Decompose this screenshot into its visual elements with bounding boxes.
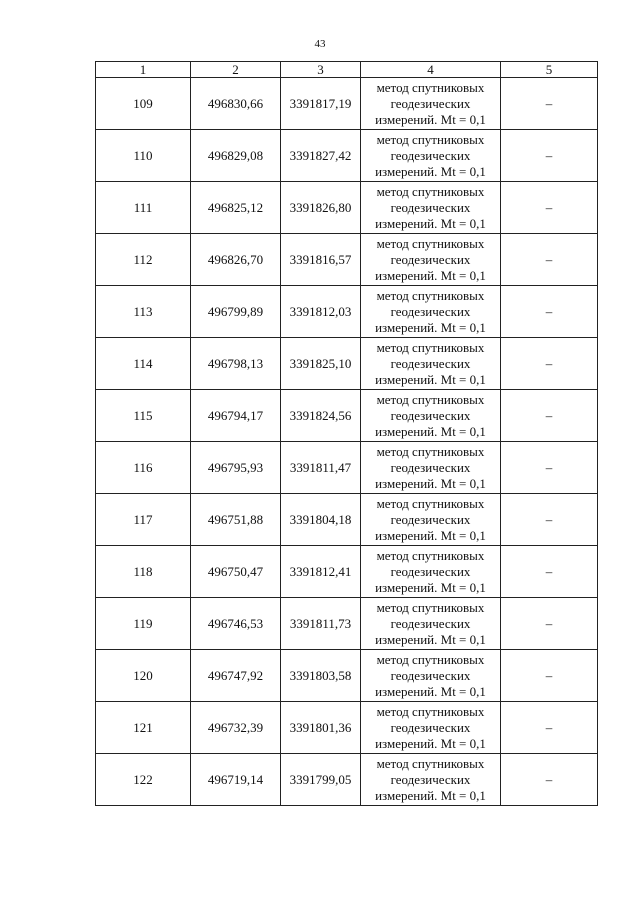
method-line: геодезических (390, 563, 471, 579)
x-coordinate-cell: 496829,08 (191, 130, 281, 182)
method-line: геодезических (390, 459, 471, 475)
note-cell: – (501, 598, 598, 650)
method-cell (361, 78, 501, 130)
method-line: метод спутниковых (376, 391, 485, 407)
y-coordinate-cell: 3391826,80 (281, 182, 361, 234)
point-number-cell: 114 (96, 338, 191, 390)
method-line: геодезических (390, 95, 471, 111)
y-coordinate-cell: 3391811,73 (281, 598, 361, 650)
table-row (96, 390, 598, 442)
method-line: геодезических (390, 511, 471, 527)
method-line: измерений. Mt = 0,1 (375, 319, 486, 335)
table-row (96, 130, 598, 182)
x-coordinate-cell: 496799,89 (191, 286, 281, 338)
x-coordinate-cell: 496798,13 (191, 338, 281, 390)
y-coordinate-cell: 3391816,57 (281, 234, 361, 286)
x-coordinate-cell: 496830,66 (191, 78, 281, 130)
y-coordinate-cell: 3391803,58 (281, 650, 361, 702)
table-row (96, 78, 598, 130)
method-line: геодезических (390, 147, 471, 163)
method-line: метод спутниковых (376, 443, 485, 459)
method-line: метод спутниковых (376, 287, 485, 303)
method-cell (361, 286, 501, 338)
note-cell: – (501, 286, 598, 338)
point-number-cell: 116 (96, 442, 191, 494)
x-coordinate-cell: 496732,39 (191, 702, 281, 754)
column-header: 1 (96, 62, 191, 78)
y-coordinate-cell: 3391812,41 (281, 546, 361, 598)
note-cell: – (501, 702, 598, 754)
method-line: метод спутниковых (376, 183, 485, 199)
method-line: геодезических (390, 303, 471, 319)
point-number-cell: 115 (96, 390, 191, 442)
x-coordinate-cell: 496746,53 (191, 598, 281, 650)
method-line: геодезических (390, 199, 471, 215)
x-coordinate-cell: 496826,70 (191, 234, 281, 286)
y-coordinate-cell: 3391804,18 (281, 494, 361, 546)
method-line: измерений. Mt = 0,1 (375, 215, 486, 231)
point-number-cell: 119 (96, 598, 191, 650)
x-coordinate-cell: 496795,93 (191, 442, 281, 494)
y-coordinate-cell: 3391824,56 (281, 390, 361, 442)
method-line: геодезических (390, 771, 471, 787)
table-row (96, 338, 598, 390)
y-coordinate-cell: 3391825,10 (281, 338, 361, 390)
column-header: 2 (191, 62, 281, 78)
method-line: метод спутниковых (376, 235, 485, 251)
point-number-cell: 118 (96, 546, 191, 598)
method-cell (361, 546, 501, 598)
table-row (96, 442, 598, 494)
y-coordinate-cell: 3391812,03 (281, 286, 361, 338)
point-number-cell: 122 (96, 754, 191, 806)
note-cell: – (501, 546, 598, 598)
method-line: геодезических (390, 407, 471, 423)
note-cell: – (501, 78, 598, 130)
coordinates-table (95, 61, 598, 806)
note-cell: – (501, 494, 598, 546)
table-header-row (96, 62, 598, 78)
table-row (96, 494, 598, 546)
method-line: измерений. Mt = 0,1 (375, 111, 486, 127)
method-cell (361, 598, 501, 650)
x-coordinate-cell: 496747,92 (191, 650, 281, 702)
method-cell (361, 442, 501, 494)
y-coordinate-cell: 3391811,47 (281, 442, 361, 494)
point-number-cell: 111 (96, 182, 191, 234)
table-row (96, 754, 598, 806)
method-line: измерений. Mt = 0,1 (375, 371, 486, 387)
method-cell (361, 234, 501, 286)
note-cell: – (501, 390, 598, 442)
note-cell: – (501, 754, 598, 806)
y-coordinate-cell: 3391799,05 (281, 754, 361, 806)
method-line: измерений. Mt = 0,1 (375, 527, 486, 543)
method-line: геодезических (390, 251, 471, 267)
method-cell (361, 650, 501, 702)
point-number-cell: 113 (96, 286, 191, 338)
method-line: измерений. Mt = 0,1 (375, 787, 486, 803)
table-row (96, 182, 598, 234)
x-coordinate-cell: 496751,88 (191, 494, 281, 546)
method-line: геодезических (390, 615, 471, 631)
x-coordinate-cell: 496719,14 (191, 754, 281, 806)
point-number-cell: 112 (96, 234, 191, 286)
note-cell: – (501, 234, 598, 286)
method-line: метод спутниковых (376, 339, 485, 355)
method-line: метод спутниковых (376, 651, 485, 667)
method-line: измерений. Mt = 0,1 (375, 163, 486, 179)
method-line: измерений. Mt = 0,1 (375, 631, 486, 647)
method-line: геодезических (390, 667, 471, 683)
method-line: измерений. Mt = 0,1 (375, 423, 486, 439)
method-cell (361, 182, 501, 234)
table-row (96, 546, 598, 598)
method-line: геодезических (390, 355, 471, 371)
method-cell (361, 702, 501, 754)
method-cell (361, 130, 501, 182)
method-line: метод спутниковых (376, 599, 485, 615)
note-cell: – (501, 182, 598, 234)
note-cell: – (501, 650, 598, 702)
note-cell: – (501, 442, 598, 494)
x-coordinate-cell: 496750,47 (191, 546, 281, 598)
page-number: 43 (314, 38, 326, 50)
table-row (96, 286, 598, 338)
table-row (96, 234, 598, 286)
point-number-cell: 109 (96, 78, 191, 130)
method-cell (361, 754, 501, 806)
method-line: геодезических (390, 719, 471, 735)
table-row (96, 598, 598, 650)
column-header: 5 (501, 62, 598, 78)
method-line: метод спутниковых (376, 755, 485, 771)
method-line: метод спутниковых (376, 79, 485, 95)
method-line: метод спутниковых (376, 703, 485, 719)
point-number-cell: 117 (96, 494, 191, 546)
column-header: 4 (361, 62, 501, 78)
point-number-cell: 120 (96, 650, 191, 702)
table-row (96, 650, 598, 702)
y-coordinate-cell: 3391817,19 (281, 78, 361, 130)
column-header: 3 (281, 62, 361, 78)
y-coordinate-cell: 3391801,36 (281, 702, 361, 754)
x-coordinate-cell: 496825,12 (191, 182, 281, 234)
table-row (96, 702, 598, 754)
point-number-cell: 121 (96, 702, 191, 754)
method-cell (361, 390, 501, 442)
point-number-cell: 110 (96, 130, 191, 182)
method-line: измерений. Mt = 0,1 (375, 267, 486, 283)
method-cell (361, 338, 501, 390)
note-cell: – (501, 338, 598, 390)
y-coordinate-cell: 3391827,42 (281, 130, 361, 182)
method-line: измерений. Mt = 0,1 (375, 475, 486, 491)
method-line: метод спутниковых (376, 547, 485, 563)
x-coordinate-cell: 496794,17 (191, 390, 281, 442)
method-line: измерений. Mt = 0,1 (375, 735, 486, 751)
method-line: метод спутниковых (376, 495, 485, 511)
method-cell (361, 494, 501, 546)
method-line: измерений. Mt = 0,1 (375, 683, 486, 699)
note-cell: – (501, 130, 598, 182)
method-line: измерений. Mt = 0,1 (375, 579, 486, 595)
method-line: метод спутниковых (376, 131, 485, 147)
